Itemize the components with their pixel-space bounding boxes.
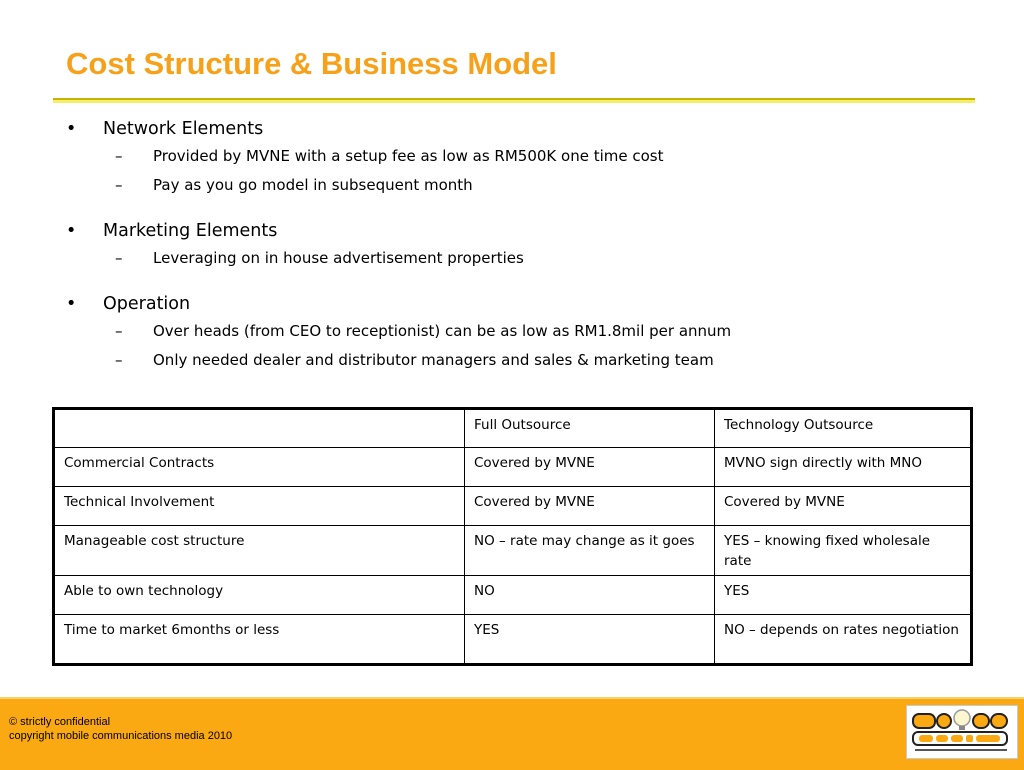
table-cell: NO – depends on rates negotiation: [715, 615, 972, 665]
footer-copyright: [9, 715, 232, 743]
sub-bullet-text: Leveraging on in house advertisement properties: [153, 249, 524, 267]
sub-bullet-item: [62, 317, 962, 346]
table-cell: YES: [715, 576, 972, 615]
sub-bullet-item: [62, 142, 962, 171]
table-cell: NO – rate may change as it goes: [465, 526, 715, 576]
bullet-group: [62, 116, 962, 200]
bullet-text: Network Elements: [103, 119, 264, 139]
sub-bullet-text: Provided by MVNE with a setup fee as low as RM500K one time cost: [153, 147, 664, 165]
sub-bullet-text: Only needed dealer and distributor managers and sales & marketing team: [153, 351, 714, 369]
table-cell: Covered by MVNE: [465, 448, 715, 487]
bullet-group: [62, 291, 962, 375]
table-row: [54, 526, 972, 576]
header-cell: Technology Outsource: [715, 409, 972, 448]
row-label-cell: Manageable cost structure: [54, 526, 465, 576]
bullet-list: [62, 116, 962, 375]
footer-copyright-line: copyright mobile communications media 2010: [9, 730, 233, 742]
logo-mark-icon: [907, 706, 1017, 758]
comparison-table: [52, 407, 973, 666]
bullet-item: [62, 116, 962, 142]
bullet-text: Marketing Elements: [103, 221, 278, 241]
dash-icon: –: [115, 147, 123, 165]
footer-confidential-line: © strictly confidential: [9, 716, 111, 728]
company-logo: [906, 705, 1018, 759]
table-row: [54, 448, 972, 487]
dash-icon: –: [115, 249, 123, 267]
table-cell: NO: [465, 576, 715, 615]
sub-bullet-text: Pay as you go model in subsequent month: [153, 176, 473, 194]
dash-icon: –: [115, 322, 123, 340]
sub-bullet-item: [62, 346, 962, 375]
table-cell: YES: [465, 615, 715, 665]
bullet-dot-icon: •: [66, 221, 77, 241]
row-label-cell: Time to market 6months or less: [54, 615, 465, 665]
title-underline: [53, 98, 975, 104]
table-cell: YES – knowing fixed wholesale rate: [715, 526, 972, 576]
dash-icon: –: [115, 351, 123, 369]
header-cell: Full Outsource: [465, 409, 715, 448]
sub-bullet-item: [62, 244, 962, 273]
table-cell: MVNO sign directly with MNO: [715, 448, 972, 487]
dash-icon: –: [115, 176, 123, 194]
row-label-cell: Technical Involvement: [54, 487, 465, 526]
table-row: [54, 615, 972, 665]
bullet-text: Operation: [103, 294, 191, 314]
slide-title: Cost Structure & Business Model: [66, 46, 557, 81]
table-cell: Covered by MVNE: [465, 487, 715, 526]
bullet-item: [62, 291, 962, 317]
sub-bullet-text: Over heads (from CEO to receptionist) can be as low as RM1.8mil per annum: [153, 322, 732, 340]
row-label-cell: Able to own technology: [54, 576, 465, 615]
row-label-cell: Commercial Contracts: [54, 448, 465, 487]
bullet-item: [62, 218, 962, 244]
table-row: [54, 487, 972, 526]
table-cell: Covered by MVNE: [715, 487, 972, 526]
table-header-row: [54, 409, 972, 448]
bullet-dot-icon: •: [66, 119, 77, 139]
header-cell: [54, 409, 465, 448]
sub-bullet-item: [62, 171, 962, 200]
bullet-group: [62, 218, 962, 273]
table-row: [54, 576, 972, 615]
bullet-dot-icon: •: [66, 294, 77, 314]
footer-bar: [0, 697, 1024, 770]
